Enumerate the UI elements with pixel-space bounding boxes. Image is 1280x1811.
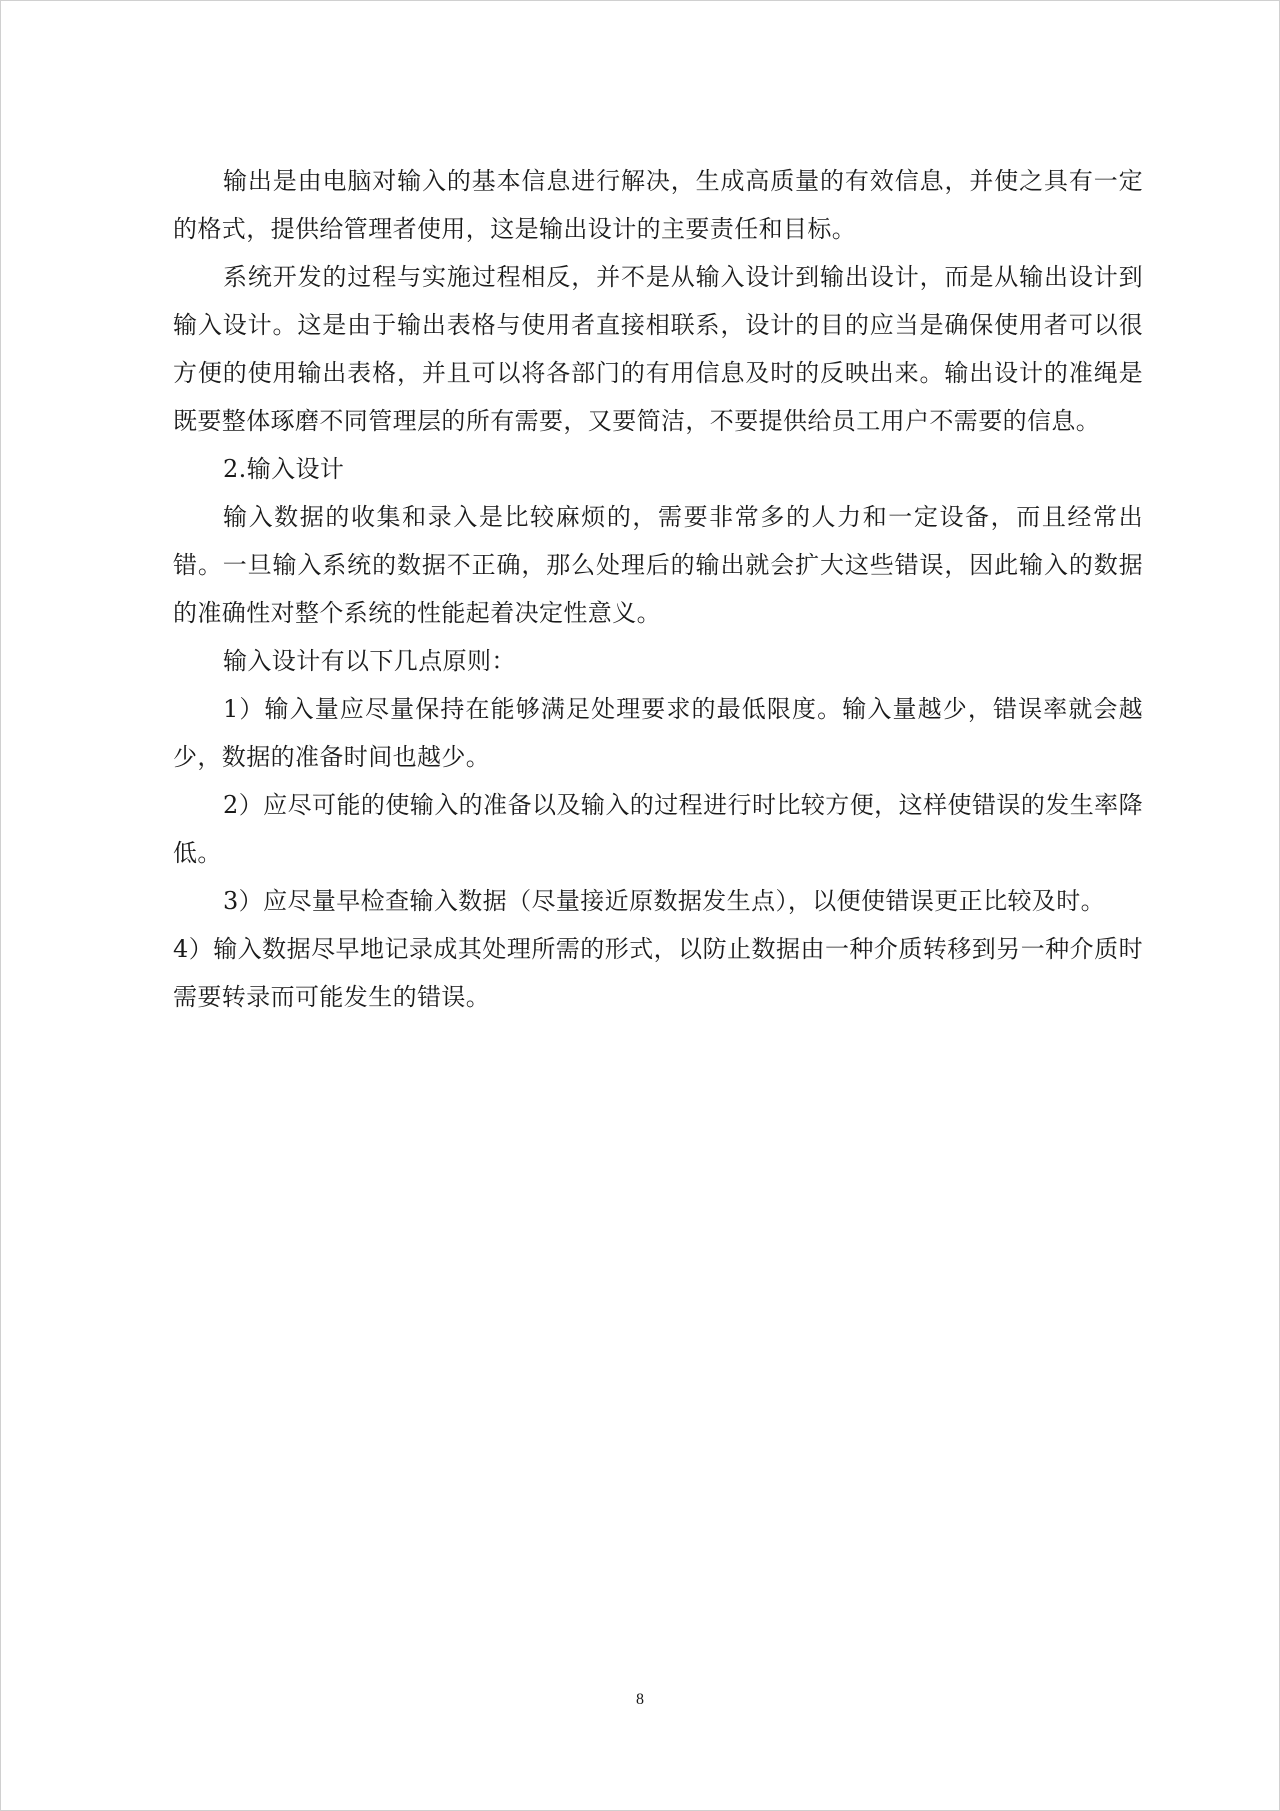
paragraph-development-process: 系统开发的过程与实施过程相反，并不是从输入设计到输出设计，而是从输出设计到输入设计。这是由于输出表格与使用者直接相联系，设计的目的应当是确保使用者可以很方便的使用输出表格，并且可以将各部门的有用信息及时的反映出来。输出设计的准绳是既要整体琢磨不同管理层的所有需要，又要简洁，不要提供给员工用户不需要的信息。 bbox=[173, 263, 1143, 435]
list-item-principle-1: 1）输入量应尽量保持在能够满足处理要求的最低限度。输入量越少，错误率就会越少，数据的准备时间也越少。 bbox=[173, 695, 1143, 771]
list-item-principle-2: 2）应尽可能的使输入的准备以及输入的过程进行时比较方便，这样使错误的发生率降低。 bbox=[173, 791, 1143, 867]
paragraph-output-definition: 输出是由电脑对输入的基本信息进行解决，生成高质量的有效信息，并使之具有一定的格式，提供给管理者使用，这是输出设计的主要责任和目标。 bbox=[173, 167, 1143, 243]
page-number: 8 bbox=[636, 1691, 644, 1708]
list-item-principle-4: 4）输入数据尽早地记录成其处理所需的形式，以防止数据由一种介质转移到另一种介质时需要转录而可能发生的错误。 bbox=[173, 935, 1143, 1011]
paragraph-principles-intro: 输入设计有以下几点原则： bbox=[223, 647, 516, 675]
section-heading-input-design: 2.输入设计 bbox=[223, 455, 345, 483]
paragraph-input-data: 输入数据的收集和录入是比较麻烦的，需要非常多的人力和一定设备，而且经常出错。一旦输入系统的数据不正确，那么处理后的输出就会扩大这些错误，因此输入的数据的准确性对整个系统的性能起着决定性意义。 bbox=[173, 503, 1143, 627]
page-body bbox=[173, 157, 1143, 1021]
list-item-principle-3: 3）应尽量早检查输入数据（尽量接近原数据发生点），以便使错误更正比较及时。 bbox=[223, 887, 1106, 915]
